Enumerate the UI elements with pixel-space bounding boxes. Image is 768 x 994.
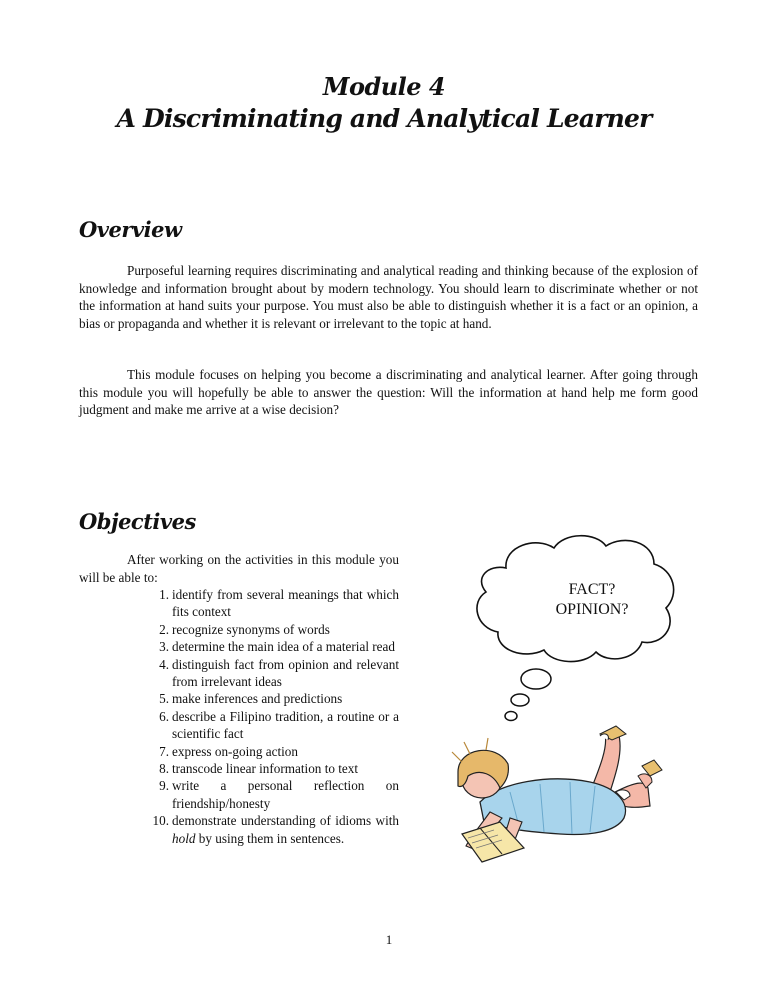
objective-item: 5. make inferences and predictions <box>159 691 343 707</box>
module-number-title: Module 4 <box>322 72 446 101</box>
page-number: 1 <box>385 932 393 947</box>
objective-item: 9. write a personal reflection on friendship/honesty <box>159 778 399 811</box>
objectives-list <box>149 586 399 847</box>
objective-item: 1. identify from several meanings that which fits context <box>159 587 399 620</box>
overview-paragraph-2: This module focuses on helping you become a discriminating and analytical learner. After going through this module you will hopefully be able to answer the question: Will the information at hand help me form good judgment and make me arrive at a wise decision? <box>79 367 698 417</box>
bubble-line-fact: FACT? <box>568 581 616 598</box>
objectives-heading: Objectives <box>79 509 196 534</box>
overview-heading: Overview <box>79 217 182 242</box>
objective-item: 8. transcode linear information to text <box>159 761 359 777</box>
thought-dot-small <box>505 712 517 721</box>
objective-item: 3. determine the main idea of a material read <box>159 639 395 655</box>
thought-dot-medium <box>511 694 529 706</box>
objective-item: 6. describe a Filipino tradition, a routine or a scientific fact <box>159 708 399 742</box>
objectives-intro: After working on the activities in this module you will be able to: <box>79 552 399 585</box>
objective-item: 10. demonstrate understanding of idioms with hold by using them in sentences. <box>152 813 399 846</box>
module-title: A Discriminating and Analytical Learner <box>116 104 652 133</box>
girl-reading-illustration <box>440 722 670 872</box>
objective-item: 7. express on-going action <box>159 743 298 759</box>
objective-item: 4. distinguish fact from opinion and relevant from irrelevant ideas <box>159 656 399 690</box>
objective-item: 2. recognize synonyms of words <box>159 621 330 637</box>
thought-bubble <box>466 528 686 728</box>
thought-dot-large <box>521 669 551 689</box>
bubble-text <box>512 580 672 620</box>
bubble-line-opinion: OPINION? <box>555 601 629 618</box>
overview-paragraph-1: Purposeful learning requires discriminating and analytical reading and thinking because of the explosion of knowledge and information brought about by modern technology. You should learn to discriminate whether or not the information at hand suits your purpose. You must also be able to distinguish whether it is a fact or an opinion, a bias or propaganda and whether it is relevant or irrelevant to the topic at hand. <box>79 263 698 331</box>
